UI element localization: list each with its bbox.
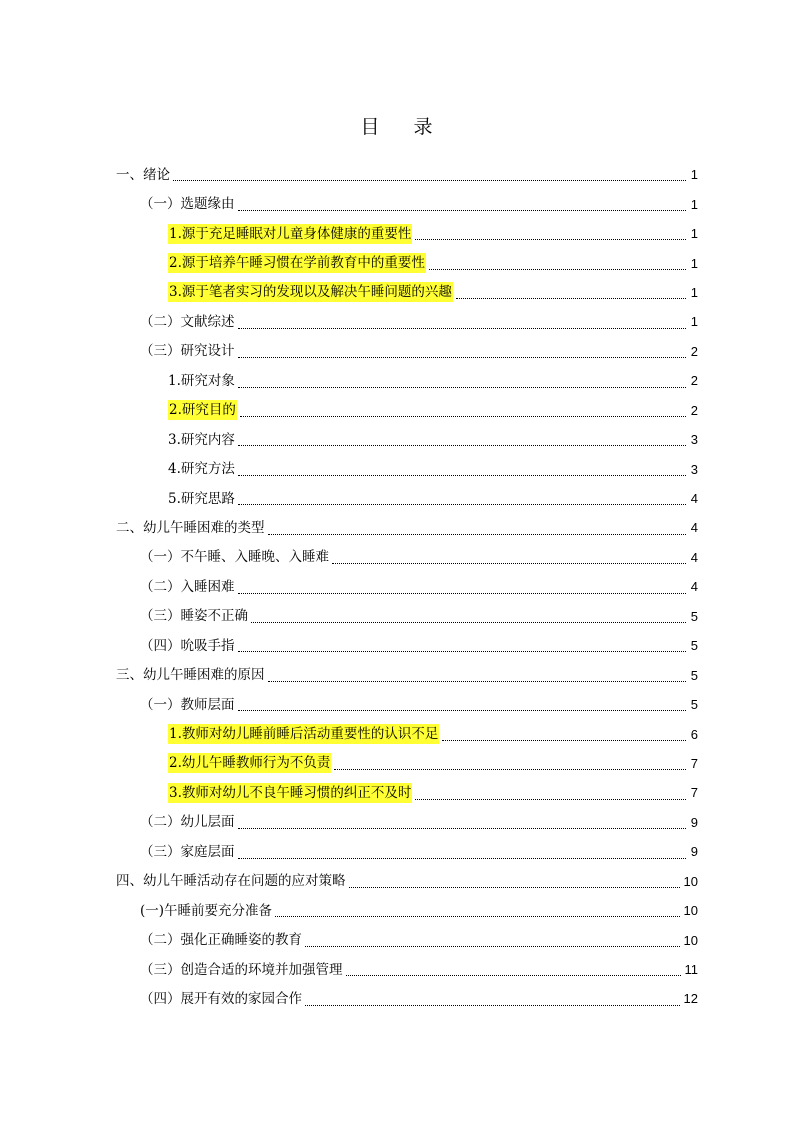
toc-page-number: 7 bbox=[690, 785, 698, 801]
toc-leader-dots bbox=[238, 651, 687, 652]
toc-page-number: 4 bbox=[690, 579, 698, 595]
toc-entry[interactable] bbox=[0, 189, 793, 218]
toc-entry-text: 5.研究思路 bbox=[168, 490, 235, 507]
toc-page-number: 10 bbox=[683, 873, 698, 889]
toc-leader-dots bbox=[334, 769, 686, 770]
toc-entry-text: 2.研究目的 bbox=[169, 402, 236, 419]
toc-leader-dots bbox=[251, 622, 686, 623]
toc-leader-dots bbox=[238, 387, 686, 388]
toc-leader-dots bbox=[238, 828, 687, 829]
toc-title: 目 录 bbox=[360, 116, 447, 138]
toc-entry[interactable] bbox=[0, 454, 793, 483]
toc-entry-text: （一）选题缘由 bbox=[140, 196, 235, 213]
toc-entry[interactable] bbox=[0, 337, 793, 366]
toc-entry-text: （三）家庭层面 bbox=[140, 843, 235, 860]
toc-page-number: 1 bbox=[690, 255, 698, 271]
toc-entry-text: 四、幼儿午睡活动存在问题的应对策略 bbox=[116, 873, 346, 890]
toc-entry[interactable] bbox=[0, 896, 793, 925]
toc-entry[interactable] bbox=[0, 160, 793, 189]
toc-entry[interactable] bbox=[0, 278, 793, 307]
toc-entry[interactable] bbox=[0, 749, 793, 778]
toc-entry-text: （二）文献综述 bbox=[140, 313, 235, 330]
toc-leader-dots bbox=[268, 534, 687, 535]
toc-entry[interactable] bbox=[0, 513, 793, 542]
toc-entry[interactable] bbox=[0, 955, 793, 984]
toc-page-number: 2 bbox=[690, 373, 698, 389]
toc-entry-text: 1.源于充足睡眠对儿童身体健康的重要性 bbox=[169, 225, 412, 242]
toc-leader-dots bbox=[415, 239, 686, 240]
toc-entry-text: 一、绪论 bbox=[116, 166, 170, 183]
toc-entry[interactable] bbox=[0, 631, 793, 660]
toc-leader-dots bbox=[349, 887, 680, 888]
toc-entry-text: 1.教师对幼儿睡前睡后活动重要性的认识不足 bbox=[169, 726, 439, 743]
toc-page-number: 1 bbox=[690, 196, 698, 212]
toc-entry[interactable] bbox=[0, 719, 793, 748]
toc-page-number: 5 bbox=[690, 697, 698, 713]
toc-leader-dots bbox=[238, 475, 686, 476]
toc-page-number: 5 bbox=[690, 608, 698, 624]
toc-entry[interactable] bbox=[0, 808, 793, 837]
toc-entry-text: （四）展开有效的家园合作 bbox=[140, 990, 302, 1007]
toc-entry-text: 4.研究方法 bbox=[168, 461, 235, 478]
toc-leader-dots bbox=[238, 504, 686, 505]
toc-entry[interactable] bbox=[0, 778, 793, 807]
toc-page-number: 2 bbox=[690, 402, 698, 418]
toc-page-number: 5 bbox=[690, 638, 698, 654]
toc-entry-text: 2.源于培养午睡习惯在学前教育中的重要性 bbox=[169, 255, 425, 272]
toc-entry-text: （一）教师层面 bbox=[140, 696, 235, 713]
toc-page-number: 4 bbox=[690, 520, 698, 536]
toc-entry[interactable] bbox=[0, 366, 793, 395]
toc-leader-dots bbox=[305, 1005, 680, 1006]
toc-entry[interactable] bbox=[0, 484, 793, 513]
toc-entry-text: （三）创造合适的环境并加强管理 bbox=[140, 961, 343, 978]
toc-entry[interactable] bbox=[0, 396, 793, 425]
toc-entry[interactable] bbox=[0, 219, 793, 248]
toc-entry[interactable] bbox=[0, 425, 793, 454]
toc-page-number: 1 bbox=[690, 226, 698, 242]
toc-page-number: 12 bbox=[683, 991, 698, 1007]
toc-entry-text: 3.源于笔者实习的发现以及解决午睡问题的兴趣 bbox=[169, 284, 452, 301]
toc-page-number: 9 bbox=[690, 814, 698, 830]
toc-leader-dots bbox=[238, 328, 687, 329]
toc-leader-dots bbox=[238, 710, 687, 711]
toc-page-number: 11 bbox=[684, 962, 698, 978]
toc-leader-dots bbox=[442, 740, 686, 741]
toc-entry[interactable] bbox=[0, 690, 793, 719]
toc-leader-dots bbox=[238, 858, 687, 859]
toc-entry-text: （二）入睡困难 bbox=[140, 578, 235, 595]
toc-leader-dots bbox=[268, 681, 687, 682]
toc-page-number: 4 bbox=[690, 549, 698, 565]
toc-page-number: 2 bbox=[690, 343, 698, 359]
toc-entry-text: 2.幼儿午睡教师行为不负责 bbox=[169, 755, 331, 772]
toc-entry-text: 三、幼儿午睡困难的原因 bbox=[116, 667, 265, 684]
toc-leader-dots bbox=[305, 946, 680, 947]
toc-entry[interactable] bbox=[0, 925, 793, 954]
toc-page-number: 5 bbox=[690, 667, 698, 683]
toc-entry[interactable] bbox=[0, 543, 793, 572]
toc-page-number: 7 bbox=[690, 755, 698, 771]
toc-entry-text: （二）强化正确睡姿的教育 bbox=[140, 932, 302, 949]
toc-entry[interactable] bbox=[0, 984, 793, 1013]
toc-leader-dots bbox=[415, 799, 686, 800]
toc-leader-dots bbox=[275, 916, 679, 917]
toc-leader-dots bbox=[173, 180, 686, 181]
toc-entry-text: （三）睡姿不正确 bbox=[140, 608, 248, 625]
toc-entry-text: 3.研究内容 bbox=[168, 431, 235, 448]
toc-page-number: 10 bbox=[683, 932, 698, 948]
toc-leader-dots bbox=[238, 593, 687, 594]
toc-page-number: 10 bbox=[683, 903, 698, 919]
toc-entry-text: （四）吮吸手指 bbox=[140, 637, 235, 654]
toc-leader-dots bbox=[238, 445, 686, 446]
toc-entry-text: 3.教师对幼儿不良午睡习惯的纠正不及时 bbox=[169, 784, 412, 801]
toc-entry[interactable] bbox=[0, 572, 793, 601]
toc-leader-dots bbox=[240, 416, 686, 417]
toc-entry-text: （三）研究设计 bbox=[140, 343, 235, 360]
toc-entry[interactable] bbox=[0, 307, 793, 336]
toc-entry-text: （二）幼儿层面 bbox=[140, 814, 235, 831]
toc-leader-dots bbox=[332, 563, 686, 564]
toc-leader-dots bbox=[238, 210, 687, 211]
toc-entry-text: (一)午睡前要充分准备 bbox=[140, 902, 273, 919]
toc-page-number: 1 bbox=[690, 314, 698, 330]
toc-page-number: 4 bbox=[690, 491, 698, 507]
toc-page-number: 3 bbox=[690, 461, 698, 477]
toc-page-number: 3 bbox=[690, 432, 698, 448]
toc-leader-dots bbox=[238, 357, 687, 358]
toc-entry-text: 二、幼儿午睡困难的类型 bbox=[116, 519, 265, 536]
toc-entry[interactable] bbox=[0, 867, 793, 896]
toc-entry[interactable] bbox=[0, 660, 793, 689]
toc-leader-dots bbox=[346, 975, 681, 976]
toc-list bbox=[0, 160, 793, 1014]
toc-entry-text: （一）不午睡、入睡晚、入睡难 bbox=[140, 549, 329, 566]
toc-page-number: 1 bbox=[690, 284, 698, 300]
toc-page-number: 1 bbox=[690, 167, 698, 183]
toc-entry-text: 1.研究对象 bbox=[168, 372, 235, 389]
toc-entry[interactable] bbox=[0, 248, 793, 277]
toc-entry[interactable] bbox=[0, 837, 793, 866]
toc-leader-dots bbox=[429, 269, 686, 270]
toc-page-number: 9 bbox=[690, 844, 698, 860]
toc-entry[interactable] bbox=[0, 602, 793, 631]
toc-page-number: 6 bbox=[690, 726, 698, 742]
toc-leader-dots bbox=[456, 298, 686, 299]
